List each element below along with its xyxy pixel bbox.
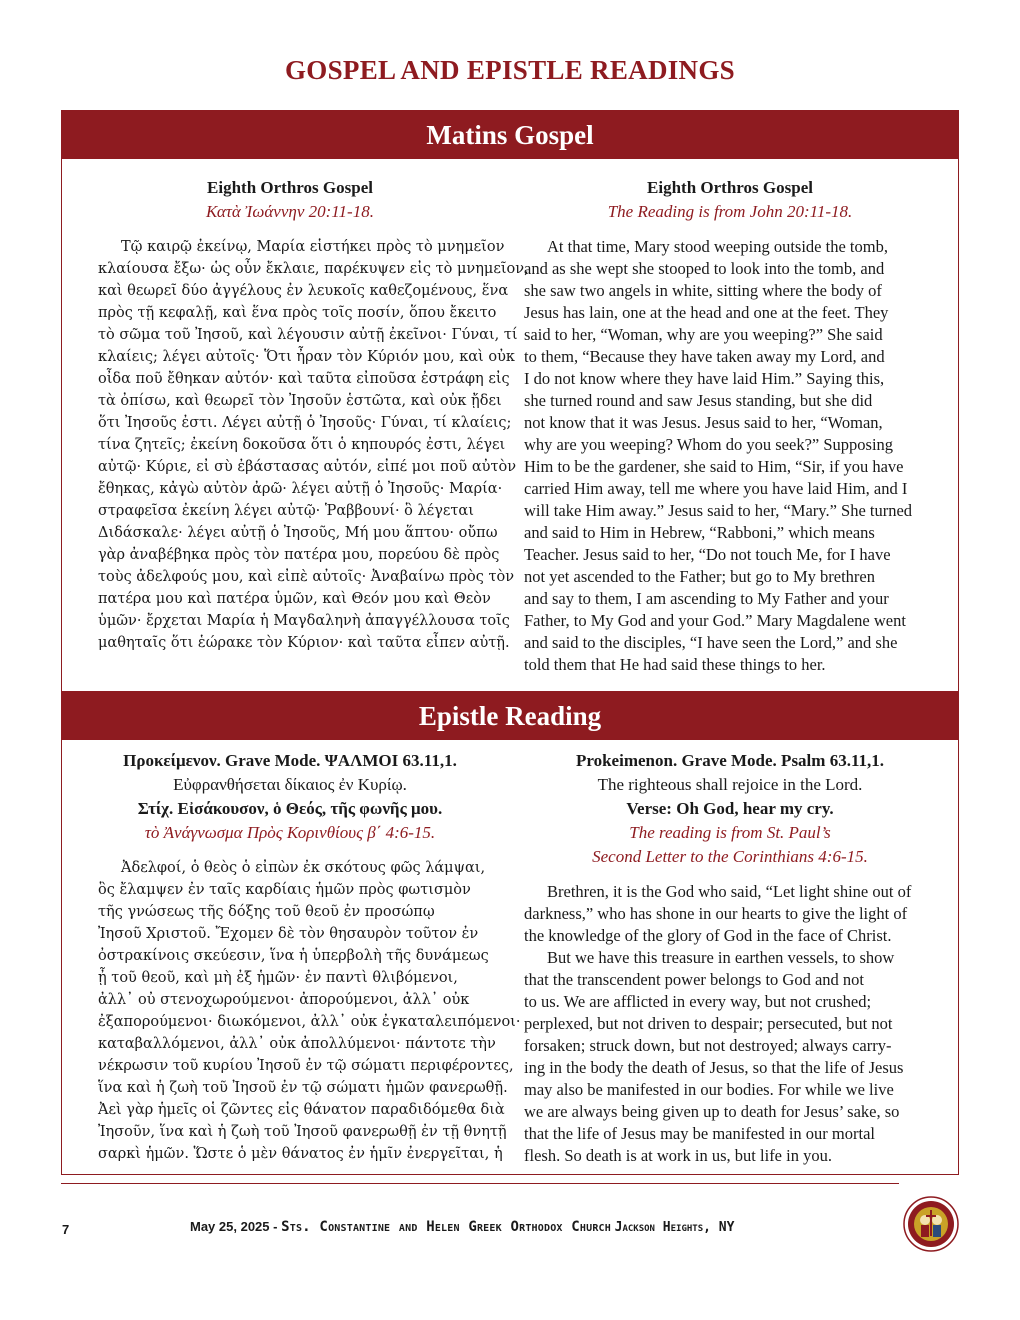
epistle-english-verse: Verse: Oh God, hear my cry. — [626, 799, 834, 818]
footer-info — [190, 1219, 734, 1235]
epistle-english-prokeimenon: Prokeimenon. Grave Mode. Psalm 63.11,1. — [575, 751, 885, 770]
text-line: ὑμῶν· ἔρχεται Μαρία ἡ Μαγδαληνὴ ἀπαγγέλλουσα τοῖς — [98, 613, 510, 629]
text-line: ἔθηκας, κἀγὼ αὐτὸν ἀρῶ· λέγει αὐτῇ ὁ Ἰησοῦς· Μαρία· — [98, 481, 503, 497]
text-line: κλαίουσα ἔξω· ὡς οὖν ἔκλαιε, παρέκυψεν εἰς τὸ μνημεῖον, — [98, 261, 529, 277]
text-line: that the life of Jesus may be manifested in our mortal — [524, 1124, 875, 1143]
text-line: ἀλλ᾽ οὐ στενοχωρούμενοι· ἀπορούμενοι, ἀλλ᾽ οὐκ — [98, 992, 470, 1008]
epistle-greek-reference: τὸ Ἀνάγνωσμα Πρὸς Κορινθίους β΄ 4:6-15. — [144, 823, 436, 842]
text-line: αὐτῷ· Κύριε, εἰ σὺ ἐβάστασας αὐτόν, εἰπέ μοι ποῦ αὐτὸν — [98, 459, 517, 475]
epistle-section — [61, 692, 959, 1175]
text-line: καὶ θεωρεῖ δύο ἀγγέλους ἐν λευκοῖς καθεζομένους, ἕνα — [98, 283, 509, 299]
text-line: ἵνα καὶ ἡ ζωὴ τοῦ Ἰησοῦ ἐν τῷ σώματι ἡμῶν φανερωθῇ. — [98, 1080, 508, 1096]
footer-divider — [61, 1183, 899, 1184]
text-line: σαρκὶ ἡμῶν. Ὥστε ὁ μὲν θάνατος ἐν ἡμῖν ἐνεργεῖται, ἡ — [98, 1146, 503, 1162]
text-line: forsaken; struck down, but not destroyed; always carry- — [524, 1036, 892, 1055]
text-line: will take Him away.” Jesus said to her, “Mary.” She turned — [524, 501, 913, 520]
matins-greek-title: Eighth Orthros Gospel — [207, 178, 373, 197]
text-line: not yet ascended to the Father; but go to My brethren — [524, 567, 875, 586]
text-line: and said to Him in Hebrew, “Rabboni,” which means — [524, 523, 875, 542]
text-line: and said to the disciples, “I have seen the Lord,” and she — [524, 633, 898, 652]
text-line: οἶδα ποῦ ἔθηκαν αὐτόν· καὶ ταῦτα εἰποῦσα ἐστράφη εἰς — [98, 371, 510, 387]
text-line: Ἀδελφοί, ὁ θεὸς ὁ εἰπὼν ἐκ σκότους φῶς λάμψαι, — [121, 860, 486, 876]
text-line: Brethren, it is the God who said, “Let light shine out of — [547, 882, 912, 901]
matins-greek-heading-block — [98, 176, 482, 224]
epistle-english-column — [524, 749, 936, 1167]
text-line: carried Him away, tell me where you have laid Him, and I — [524, 479, 908, 498]
epistle-greek-column — [98, 749, 521, 1165]
text-line: and say to them, I am ascending to My Father and your — [524, 589, 889, 608]
text-line: told them that He had said these things to her. — [524, 655, 826, 674]
text-line: ᾖ τοῦ θεοῦ, καὶ μὴ ἐξ ἡμῶν· ἐν παντὶ θλιβόμενοι, — [98, 970, 458, 986]
text-line: Ἰησοῦ Χριστοῦ. Ἔχομεν δὲ τὸν θησαυρὸν τοῦτον ἐν — [98, 926, 479, 942]
text-line: Teacher. Jesus said to her, “Do not touch Me, for I have — [524, 545, 891, 564]
text-line: the knowledge of the glory of God in the face of Christ. — [524, 926, 892, 945]
text-line: Διδάσκαλε· λέγει αὐτῇ ὁ Ἰησοῦς, Μή μου ἅπτου· οὔπω — [98, 525, 498, 541]
text-line: τὰ ὀπίσω, καὶ θεωρεῖ τὸν Ἰησοῦν ἑστῶτα, καὶ οὐκ ᾔδει — [98, 393, 502, 409]
text-line: ing in the body the death of Jesus, so that the life of Jesus — [524, 1058, 904, 1077]
matins-english-text — [524, 236, 936, 676]
matins-greek-column — [98, 176, 529, 654]
footer-city: Jackson Heights, NY — [614, 1220, 735, 1235]
text-line: μαθηταῖς ὅτι ἑώρακε τὸν Κύριον· καὶ ταῦτα εἶπεν αὐτῇ. — [98, 635, 510, 651]
text-line: Jesus has lain, one at the head and one at the feet. They — [524, 303, 889, 322]
epistle-english-reference-line2: Second Letter to the Corinthians 4:6-15. — [592, 847, 868, 866]
text-line: ἐξαπορούμενοι· διωκόμενοι, ἀλλ᾽ οὐκ ἐγκαταλειπόμενοι· — [98, 1014, 521, 1030]
epistle-greek-heading-block — [98, 749, 482, 845]
text-line: πρὸς τῇ κεφαλῇ, καὶ ἕνα πρὸς τοῖς ποσίν, ὅπου ἔκειτο — [98, 305, 497, 321]
text-line: γὰρ ἀναβέβηκα πρὸς τὸν πατέρα μου, πορεύου δὲ πρὸς — [98, 547, 500, 563]
text-line: στραφεῖσα ἐκείνη λέγει αὐτῷ· Ῥαββουνί· ὃ λέγεται — [98, 503, 474, 519]
footer-date: May 25, 2025 — [190, 1219, 270, 1234]
text-line: τὸ σῶμα τοῦ Ἰησοῦ, καὶ λέγουσιν αὐτῇ ἐκεῖνοι· Γύναι, τί — [98, 327, 518, 343]
text-line: ὀστρακίνοις σκεύεσιν, ἵνα ἡ ὑπερβολὴ τῆς δυνάμεως — [98, 948, 489, 964]
text-line: she turned round and saw Jesus standing, but she did — [524, 391, 873, 410]
text-line: why are you weeping? Whom do you seek?” Supposing — [524, 435, 894, 454]
text-line: At that time, Mary stood weeping outside the tomb, — [547, 237, 888, 256]
text-line: Τῷ καιρῷ ἐκείνῳ, Μαρία εἱστήκει πρὸς τὸ μνημεῖον — [121, 239, 505, 255]
text-line: But we have this treasure in earthen vessels, to show — [547, 948, 895, 967]
text-line: said to her, “Woman, why are you weeping?” She said — [524, 325, 883, 344]
footer-separator: - — [273, 1219, 278, 1234]
text-line: νέκρωσιν τοῦ κυρίου Ἰησοῦ ἐν τῷ σώματι περιφέροντες, — [98, 1058, 514, 1074]
page-title: GOSPEL AND EPISTLE READINGS — [285, 55, 735, 85]
matins-english-heading-block — [524, 176, 936, 224]
epistle-english-reference-line1: The reading is from St. Paul’s — [629, 823, 831, 842]
matins-english-column — [524, 176, 936, 676]
text-line: may also be manifested in our bodies. For while we live — [524, 1080, 894, 1099]
text-line: flesh. So death is at work in us, but life in you. — [524, 1146, 832, 1165]
epistle-greek-prokeimenon: Προκείμενον. Grave Mode. ΨΑΛΜΟΙ 63.11,1. — [123, 751, 457, 770]
text-line: καταβαλλόμενοι, ἀλλ᾽ οὐκ ἀπολλύμενοι· πάντοτε τὴν — [98, 1036, 496, 1052]
text-line: ὃς ἔλαμψεν ἐν ταῖς καρδίαις ἡμῶν πρὸς φωτισμὸν — [98, 882, 471, 898]
text-line: I do not know where they have laid Him.” Saying this, — [524, 369, 885, 388]
text-line: perplexed, but not driven to despair; persecuted, but not — [524, 1014, 893, 1033]
epistle-header: Epistle Reading — [62, 692, 958, 740]
epistle-greek-text — [98, 857, 521, 1165]
epistle-english-paragraph-1 — [524, 881, 936, 947]
text-line: we are always being given up to death for Jesus’ sake, so — [524, 1102, 900, 1121]
epistle-greek-psalm: Εὐφρανθήσεται δίκαιος ἐν Κυρίῳ. — [173, 775, 407, 794]
text-line: Father, to My God and your God.” Mary Magdalene went — [524, 611, 906, 630]
epistle-english-paragraph-2 — [524, 947, 936, 1167]
matins-greek-text — [98, 236, 529, 654]
epistle-english-heading-block — [524, 749, 936, 869]
text-line: to them, “Because they have taken away my Lord, and — [524, 347, 885, 366]
matins-greek-reference: Κατὰ Ἰωάννην 20:11-18. — [206, 202, 374, 221]
matins-gospel-header: Matins Gospel — [62, 111, 958, 159]
matins-english-reference: The Reading is from John 20:11-18. — [607, 202, 853, 221]
text-line: ὅτι Ἰησοῦς ἐστι. Λέγει αὐτῇ ὁ Ἰησοῦς· Γύναι, τί κλαίεις; — [98, 415, 512, 431]
text-line: τῆς γνώσεως τῆς δόξης τοῦ θεοῦ ἐν προσώπῳ — [98, 904, 435, 920]
text-line: and as she wept she stooped to look into the tomb, and — [524, 259, 885, 278]
text-line: to us. We are afflicted in every way, but not crushed; — [524, 992, 872, 1011]
text-line: she saw two angels in white, sitting where the body of — [524, 281, 882, 300]
text-line: τοὺς ἀδελφούς μου, καὶ εἰπὲ αὐτοῖς· Ἀναβαίνω πρὸς τὸν — [98, 569, 515, 585]
church-seal-icon — [903, 1196, 959, 1252]
text-line: πατέρα μου καὶ πατέρα ὑμῶν, καὶ Θεόν μου καὶ Θεὸν — [98, 591, 491, 607]
text-line: Him to be the gardener, she said to Him, “Sir, if you have — [524, 457, 904, 476]
text-line: τίνα ζητεῖς; ἐκείνη δοκοῦσα ὅτι ὁ κηπουρός ἐστι, λέγει — [98, 437, 506, 453]
epistle-english-psalm: The righteous shall rejoice in the Lord. — [597, 775, 863, 794]
text-line: darkness,” who has shone in our hearts to give the light of — [524, 904, 908, 923]
text-line: Ἀεὶ γὰρ ἡμεῖς οἱ ζῶντες εἰς θάνατον παραδιδόμεθα διὰ — [98, 1102, 505, 1118]
text-line: κλαίεις; λέγει αὐτοῖς· Ὅτι ἦραν τὸν Κύριόν μου, καὶ οὐκ — [98, 349, 515, 365]
epistle-greek-verse: Στίχ. Εἰσάκουσον, ὁ Θεός, τῆς φωνῆς μου. — [137, 799, 443, 818]
page-number: 7 — [62, 1222, 70, 1237]
matins-english-title: Eighth Orthros Gospel — [647, 178, 813, 197]
text-line: not know that it was Jesus. Jesus said to her, “Woman, — [524, 413, 883, 432]
text-line: that the transcendent power belongs to God and not — [524, 970, 864, 989]
matins-gospel-section — [61, 110, 959, 692]
footer-church-name: Sts. Constantine and Helen Greek Orthodox Church — [281, 1219, 612, 1235]
text-line: Ἰησοῦν, ἵνα καὶ ἡ ζωὴ τοῦ Ἰησοῦ φανερωθῇ ἐν τῇ θνητῇ — [98, 1124, 507, 1140]
